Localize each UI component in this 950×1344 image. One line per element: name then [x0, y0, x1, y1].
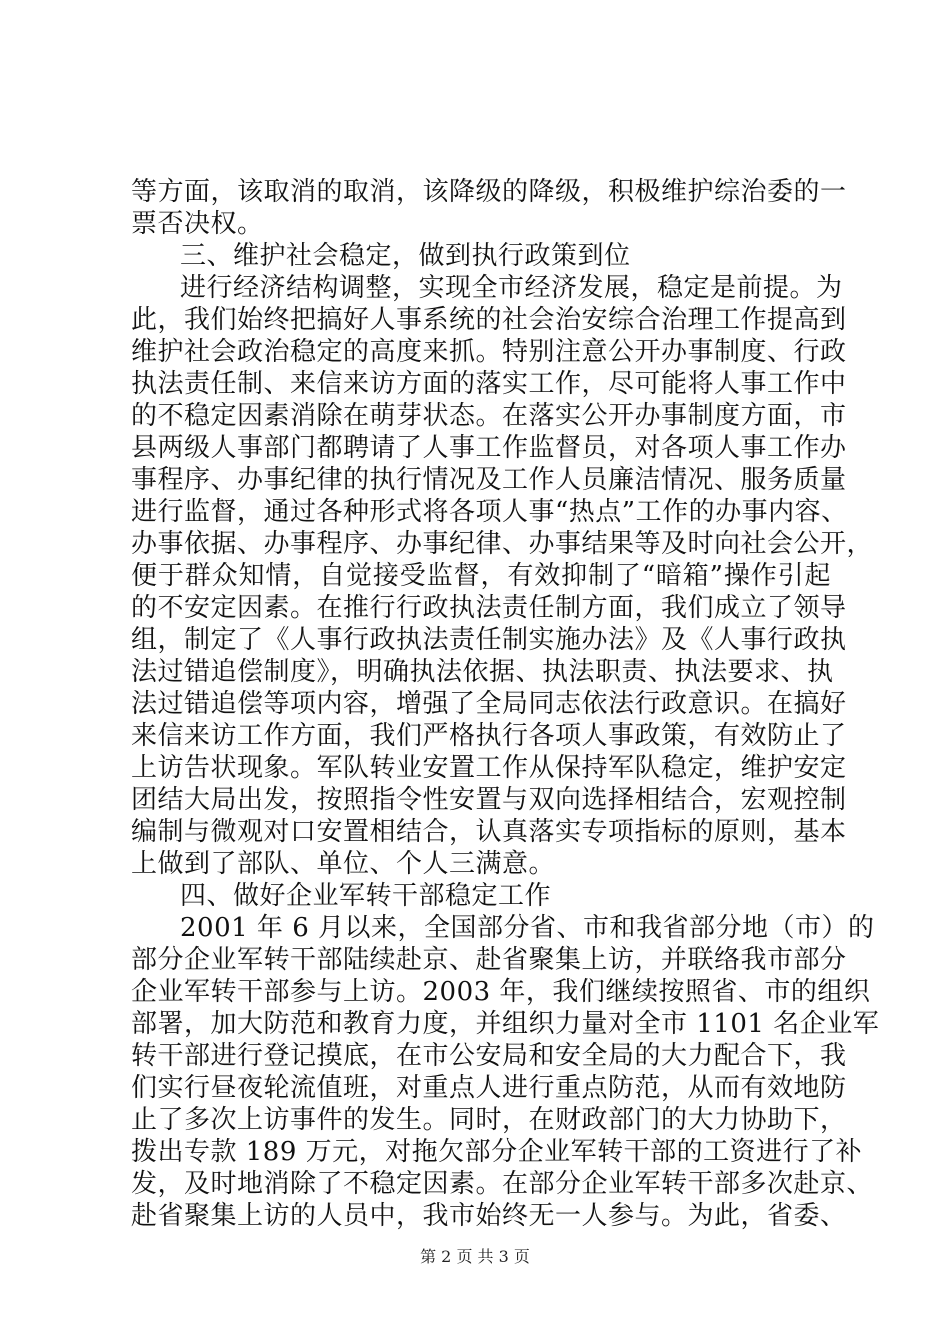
text-line: 等方面，该取消的取消，该降级的降级，积极维护综治委的一: [131, 177, 847, 207]
text-line: 止了多次上访事件的发生。同时，在财政部门的大力协助下，: [131, 1105, 847, 1135]
text-line: 进行监督，通过各种形式将各项人事“热点”工作的办事内容、: [131, 497, 848, 527]
text-line: 们实行昼夜轮流值班，对重点人进行重点防范，从而有效地防: [131, 1073, 847, 1103]
text-line: 办事依据、办事程序、办事纪律、办事结果等及时向社会公开，: [131, 529, 874, 559]
text-line: 发，及时地消除了不稳定因素。在部分企业军转干部多次赴京、: [131, 1169, 874, 1199]
text-line: 上做到了部队、单位、个人三满意。: [131, 849, 556, 879]
text-line: 赴省聚集上访的人员中，我市始终无一人参与。为此，省委、: [131, 1201, 847, 1231]
section-heading: 四、做好企业军转干部稳定工作: [180, 881, 552, 911]
page-number-footer: 第 2 页 共 3 页: [420, 1247, 530, 1266]
text-line: 拨出专款 189 万元，对拖欠部分企业军转干部的工资进行了补: [131, 1137, 863, 1167]
text-line: 来信来访工作方面，我们严格执行各项人事政策，有效防止了: [131, 721, 847, 751]
text-line: 法过错追偿制度》，明确执法依据、执法职责、执法要求、执: [131, 657, 834, 687]
text-line: 团结大局出发，按照指令性安置与双向选择相结合，宏观控制: [131, 785, 847, 815]
text-line: 进行经济结构调整，实现全市经济发展，稳定是前提。为: [180, 273, 843, 303]
text-line: 执法责任制、来信来访方面的落实工作，尽可能将人事工作中: [131, 369, 847, 399]
text-line: 转干部进行登记摸底，在市公安局和安全局的大力配合下，我: [131, 1041, 847, 1071]
text-line: 维护社会政治稳定的高度来抓。特别注意公开办事制度、行政: [131, 337, 847, 367]
text-line: 事程序、办事纪律的执行情况及工作人员廉洁情况、服务质量: [131, 465, 847, 495]
text-line: 的不安定因素。在推行行政执法责任制方面，我们成立了领导: [131, 593, 847, 623]
text-line: 此，我们始终把搞好人事系统的社会治安综合治理工作提高到: [131, 305, 847, 335]
text-line: 2001 年 6 月以来，全国部分省、市和我省部分地（市）的: [180, 913, 875, 943]
text-line: 的不稳定因素消除在萌芽状态。在落实公开办事制度方面，市: [131, 401, 847, 431]
text-line: 企业军转干部参与上访。2003 年，我们继续按照省、市的组织: [131, 977, 871, 1007]
text-line: 编制与微观对口安置相结合，认真落实专项指标的原则，基本: [131, 817, 847, 847]
text-line: 县两级人事部门都聘请了人事工作监督员，对各项人事工作办: [131, 433, 847, 463]
text-line: 组，制定了《人事行政执法责任制实施办法》及《人事行政执: [131, 625, 847, 655]
text-line: 票否决权。: [131, 209, 264, 239]
text-line: 上访告状现象。军队转业安置工作从保持军队稳定，维护安定: [131, 753, 847, 783]
section-heading: 三、维护社会稳定，做到执行政策到位: [180, 241, 631, 271]
text-line: 便于群众知情，自觉接受监督，有效抑制了“暗箱”操作引起: [131, 561, 831, 591]
text-line: 部分企业军转干部陆续赴京、赴省聚集上访，并联络我市部分: [131, 945, 847, 975]
text-line: 部署，加大防范和教育力度，并组织力量对全市 1101 名企业军: [131, 1009, 880, 1039]
text-line: 法过错追偿等项内容，增强了全局同志依法行政意识。在搞好: [131, 689, 847, 719]
